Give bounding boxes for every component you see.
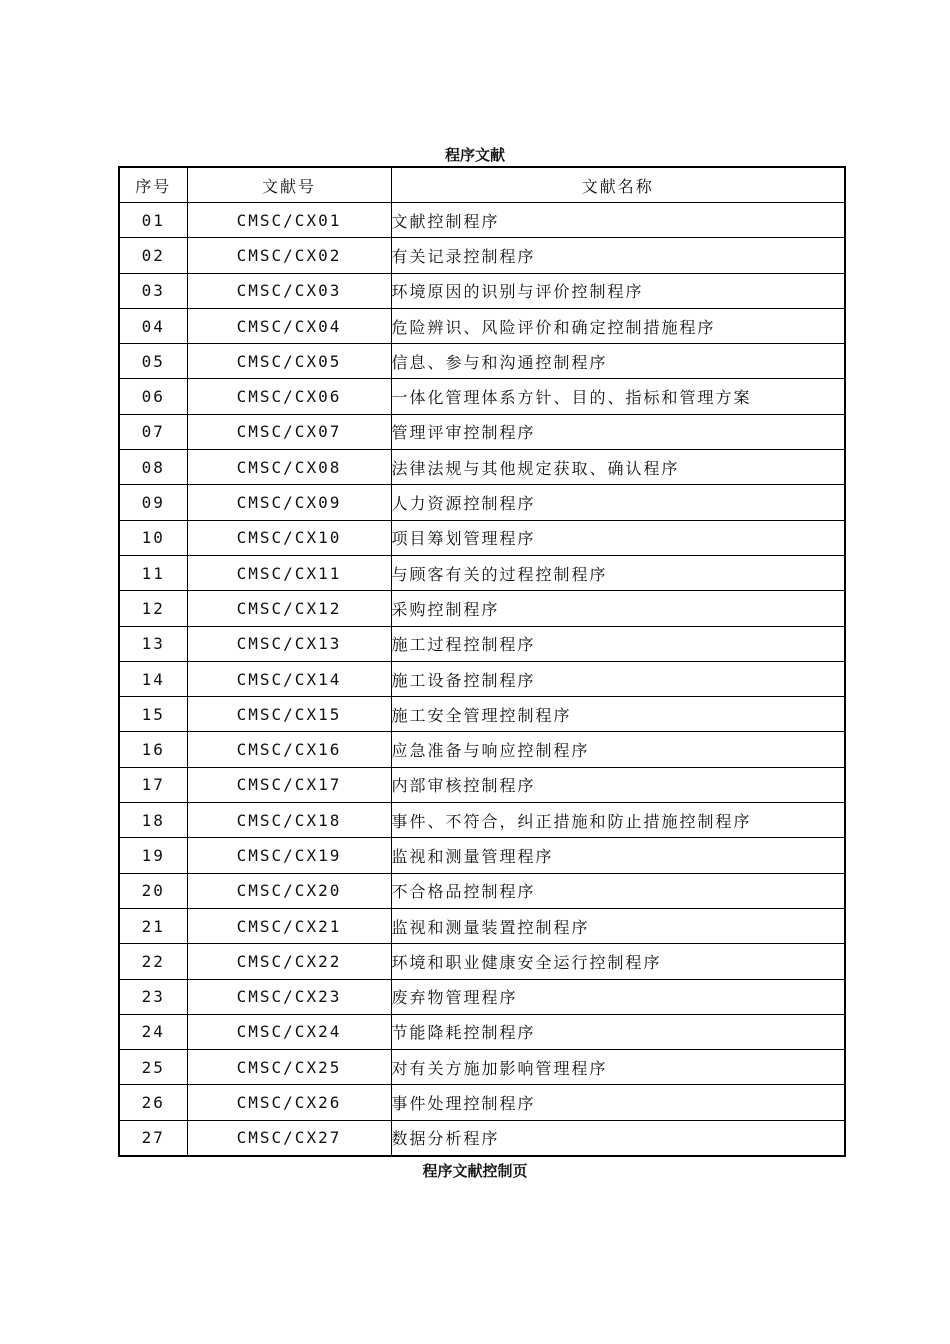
row-doc-id: CMSC/CX01 — [187, 203, 391, 238]
table-row — [119, 591, 845, 626]
row-seq: 05 — [119, 344, 187, 379]
row-doc-id: CMSC/CX04 — [187, 308, 391, 343]
row-doc-name: 监视和测量装置控制程序 — [391, 908, 845, 943]
header-doc-id: 文献号 — [187, 167, 391, 203]
row-doc-id: CMSC/CX11 — [187, 555, 391, 590]
row-doc-name: 施工设备控制程序 — [391, 661, 845, 696]
row-seq: 25 — [119, 1050, 187, 1085]
row-doc-name: 管理评审控制程序 — [391, 414, 845, 449]
row-doc-id: CMSC/CX06 — [187, 379, 391, 414]
table-row — [119, 1085, 845, 1120]
table-row — [119, 555, 845, 590]
table-row — [119, 979, 845, 1014]
row-doc-id: CMSC/CX18 — [187, 803, 391, 838]
row-doc-name: 项目筹划管理程序 — [391, 520, 845, 555]
row-seq: 09 — [119, 485, 187, 520]
row-doc-name: 不合格品控制程序 — [391, 873, 845, 908]
row-doc-id: CMSC/CX24 — [187, 1014, 391, 1049]
row-seq: 26 — [119, 1085, 187, 1120]
row-doc-name: 对有关方施加影响管理程序 — [391, 1050, 845, 1085]
table-body — [119, 203, 845, 1157]
table-row — [119, 273, 845, 308]
table-row — [119, 661, 845, 696]
row-seq: 14 — [119, 661, 187, 696]
row-doc-name: 危险辨识、风险评价和确定控制措施程序 — [391, 308, 845, 343]
row-seq: 10 — [119, 520, 187, 555]
row-doc-id: CMSC/CX08 — [187, 450, 391, 485]
row-seq: 03 — [119, 273, 187, 308]
table-row — [119, 485, 845, 520]
row-doc-name: 人力资源控制程序 — [391, 485, 845, 520]
row-doc-name: 事件处理控制程序 — [391, 1085, 845, 1120]
row-doc-id: CMSC/CX05 — [187, 344, 391, 379]
table-row — [119, 803, 845, 838]
row-seq: 01 — [119, 203, 187, 238]
table-row — [119, 379, 845, 414]
row-doc-id: CMSC/CX13 — [187, 626, 391, 661]
header-doc-name: 文献名称 — [391, 167, 845, 203]
row-doc-name: 环境和职业健康安全运行控制程序 — [391, 944, 845, 979]
row-doc-name: 施工安全管理控制程序 — [391, 697, 845, 732]
page-footer: 程序文献控制页 — [422, 1162, 528, 1180]
row-doc-id: CMSC/CX26 — [187, 1085, 391, 1120]
table-row — [119, 520, 845, 555]
row-doc-id: CMSC/CX22 — [187, 944, 391, 979]
row-seq: 16 — [119, 732, 187, 767]
row-doc-name: 采购控制程序 — [391, 591, 845, 626]
row-seq: 24 — [119, 1014, 187, 1049]
row-doc-name: 废弃物管理程序 — [391, 979, 845, 1014]
row-doc-id: CMSC/CX02 — [187, 238, 391, 273]
row-doc-name: 事件、不符合，纠正措施和防止措施控制程序 — [391, 803, 845, 838]
table-row — [119, 1014, 845, 1049]
table-row — [119, 908, 845, 943]
row-doc-name: 施工过程控制程序 — [391, 626, 845, 661]
row-doc-id: CMSC/CX15 — [187, 697, 391, 732]
row-doc-name: 法律法规与其他规定获取、确认程序 — [391, 450, 845, 485]
row-doc-id: CMSC/CX07 — [187, 414, 391, 449]
row-seq: 08 — [119, 450, 187, 485]
row-doc-name: 环境原因的识别与评价控制程序 — [391, 273, 845, 308]
row-seq: 20 — [119, 873, 187, 908]
row-seq: 15 — [119, 697, 187, 732]
table-row — [119, 238, 845, 273]
row-doc-id: CMSC/CX03 — [187, 273, 391, 308]
row-doc-id: CMSC/CX09 — [187, 485, 391, 520]
row-seq: 19 — [119, 838, 187, 873]
row-doc-id: CMSC/CX20 — [187, 873, 391, 908]
document-list-table — [118, 166, 846, 1157]
row-seq: 04 — [119, 308, 187, 343]
row-doc-id: CMSC/CX27 — [187, 1120, 391, 1156]
row-doc-name: 信息、参与和沟通控制程序 — [391, 344, 845, 379]
row-seq: 02 — [119, 238, 187, 273]
table-row — [119, 308, 845, 343]
table-row — [119, 344, 845, 379]
row-doc-name: 应急准备与响应控制程序 — [391, 732, 845, 767]
row-doc-name: 节能降耗控制程序 — [391, 1014, 845, 1049]
table-row — [119, 1120, 845, 1156]
row-doc-id: CMSC/CX23 — [187, 979, 391, 1014]
row-seq: 13 — [119, 626, 187, 661]
table-row — [119, 838, 845, 873]
row-seq: 11 — [119, 555, 187, 590]
row-doc-id: CMSC/CX25 — [187, 1050, 391, 1085]
row-doc-name: 内部审核控制程序 — [391, 767, 845, 802]
table-row — [119, 767, 845, 802]
row-seq: 27 — [119, 1120, 187, 1156]
row-doc-id: CMSC/CX10 — [187, 520, 391, 555]
row-seq: 17 — [119, 767, 187, 802]
table-header-row — [119, 167, 845, 203]
row-seq: 12 — [119, 591, 187, 626]
row-doc-id: CMSC/CX21 — [187, 908, 391, 943]
row-doc-id: CMSC/CX16 — [187, 732, 391, 767]
table-row — [119, 450, 845, 485]
page-title: 程序文献 — [444, 146, 505, 164]
row-doc-name: 文献控制程序 — [391, 203, 845, 238]
row-seq: 21 — [119, 908, 187, 943]
row-seq: 18 — [119, 803, 187, 838]
table-row — [119, 414, 845, 449]
row-doc-id: CMSC/CX17 — [187, 767, 391, 802]
table-row — [119, 626, 845, 661]
table-row — [119, 1050, 845, 1085]
table-row — [119, 944, 845, 979]
row-doc-name: 数据分析程序 — [391, 1120, 845, 1156]
table-row — [119, 697, 845, 732]
table-row — [119, 732, 845, 767]
row-doc-name: 监视和测量管理程序 — [391, 838, 845, 873]
row-doc-id: CMSC/CX14 — [187, 661, 391, 696]
row-doc-name: 有关记录控制程序 — [391, 238, 845, 273]
table-row — [119, 873, 845, 908]
row-doc-name: 一体化管理体系方针、目的、指标和管理方案 — [391, 379, 845, 414]
table-row — [119, 203, 845, 238]
row-seq: 07 — [119, 414, 187, 449]
row-seq: 06 — [119, 379, 187, 414]
row-seq: 22 — [119, 944, 187, 979]
row-doc-id: CMSC/CX12 — [187, 591, 391, 626]
row-doc-name: 与顾客有关的过程控制程序 — [391, 555, 845, 590]
row-seq: 23 — [119, 979, 187, 1014]
header-seq: 序号 — [119, 167, 187, 203]
row-doc-id: CMSC/CX19 — [187, 838, 391, 873]
